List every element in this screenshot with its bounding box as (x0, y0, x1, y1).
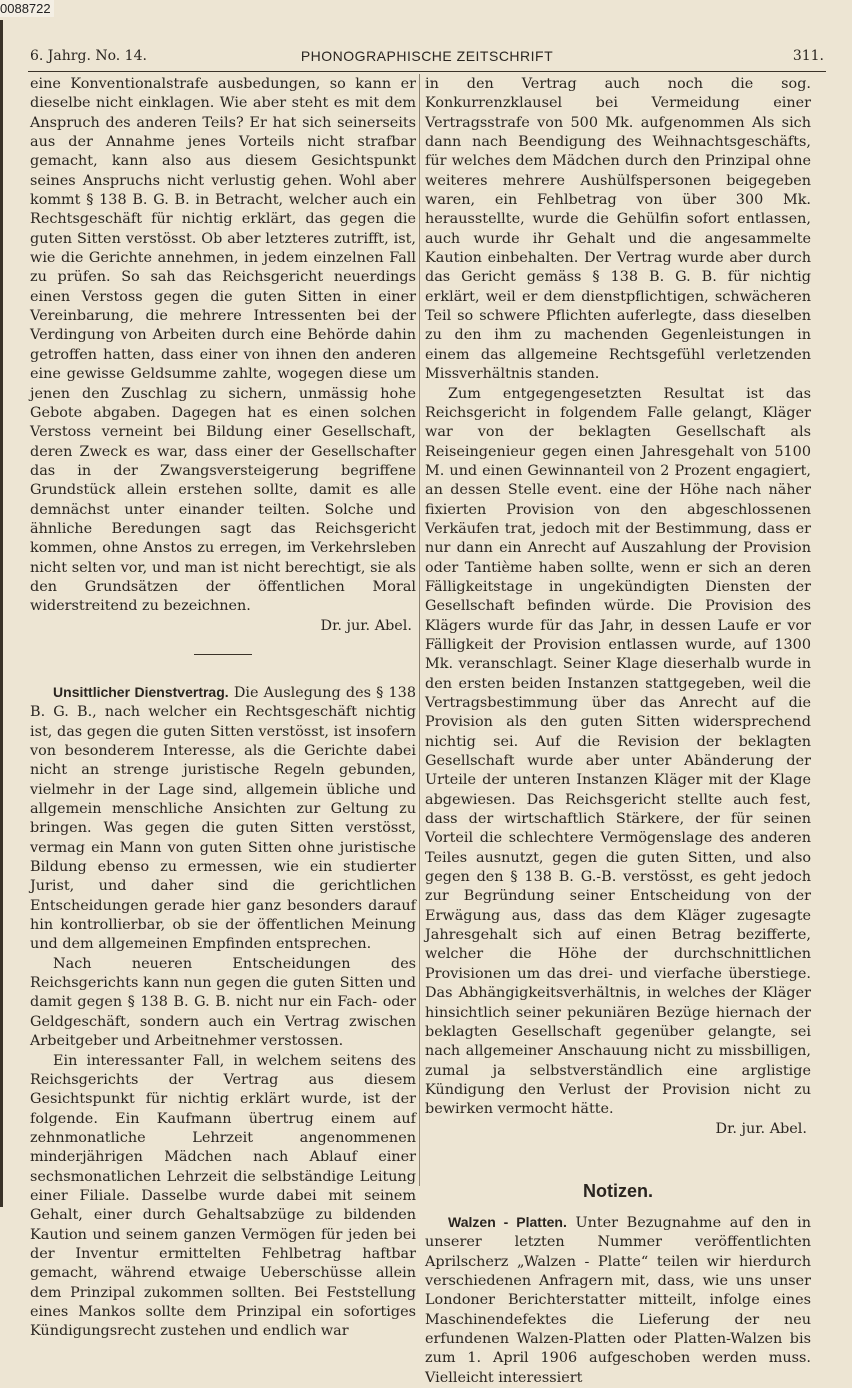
notice-text: Unter Bezugnahme auf den in unserer letzten Nummer veröffentlichten Aprilscherz „Walzen - Platte“ teilen wir hierdurch verschiedenen Anfragern mit, dass, wie uns unser Londoner Berichterstatter mitteilt, infolge eines Maschinendefektes die Lieferung der neu erfundenen Walzen-Platten oder Platten-Walzen bis zum 1. April 1906 aufgeschoben werden muss. Vielleicht interessiert (425, 1214, 811, 1386)
page-edge (0, 20, 3, 1207)
scan-id: 0088722 (0, 0, 54, 17)
notice-title: Walzen - Platten. (448, 1213, 567, 1230)
running-header (30, 48, 824, 68)
section-title: Notizen. (583, 1180, 653, 1201)
article-paragraph: in den Vertrag auch noch die sog. Konkurrenzklausel bei Vermeidung einer Vertragsstrafe von 500 Mk. aufgenommen Als sich dann nach Beendigung des Weihnachtsgeschäfts, für welches dem Mädchen durch den Prinzipal ohne weiteres mehrere Aushülfspersonen beigegeben waren, ein Fehlbetrag von über 300 Mk. herausstellte, wurde die Gehülfin sofort entlassen, auch wurde ihr Gehalt und die angesammelte Kaution einbehalten. Der Vertrag wurde aber durch das Gericht gemäss § 138 B. G. B. für nichtig erklärt, weil er dem dienstpflichtigen, schwächeren Teil so schwere Pflichten auferlegte, dass dieselben zu den ihm zu machenden Gegenleistungen in einem das allgemeine Rechtsgefühl verletzenden Missverhältnis standen. (425, 76, 811, 383)
author-signature: Dr. jur. Abel. (715, 1120, 807, 1137)
notice-paragraph (425, 1213, 811, 1388)
right-column (425, 75, 811, 1386)
journal-title: PHONOGRAPHISCHE ZEITSCHRIFT (300, 48, 554, 64)
page-number: 311. (792, 48, 824, 64)
article-title: Unsittlicher Dienstvertrag. (53, 683, 229, 700)
article-paragraph: Zum entgegengesetzten Resultat ist das Reichsgericht in folgendem Falle gelangt, Kläger war von der beklagten Gesellschaft als Reiseingenieur gegen einen Jahresgehalt von 5100 M. und einen Gewinnanteil von 2 Prozent engagiert, an dessen Stelle event. eine der Höhe nach näher fixierten Provision von den abgeschlossenen Verkäufen trat, jedoch mit der Bestimmung, dass er nur dann ein Anrecht auf Auszahlung der Provision oder Tantième haben sollte, wenn er sich an deren Fälligkeitstage in ungekündigten Diensten der Gesellschaft befinden würde. Die Provision des Klägers wurde für das Jahr, in dessen Laufe er vor Fälligkeit der Provision entlassen wurde, auf 1300 Mk. veranschlagt. Seiner Klage dieserhalb wurde in den ersten beiden Instanzen stattgegeben, weil die Vertragsbestimmung über das Anrecht auf die Provision als den guten Sitten widersprechend nichtig sei. Auf die Revision der beklagten Gesellschaft wurde aber unter Abänderung der Urteile der unteren Instanzen Kläger mit der Klage abgewiesen. Das Reichsgericht stellte auch fest, dass der wirtschaftlich Stärkere, der für seinen Vorteil die schlechtere Vermögenslage des anderen Teiles ausnutzt, gegen die guten Sitten, und also gegen den § 138 B. G.-B. verstösst, es geht jedoch zur Begründung seiner Entscheidung von der Erwägung aus, dass das dem Kläger zugesagte Jahresgehalt sich auf einen Betrag bezifferte, welcher die Höhe der durchschnittlichen Provisionen um das drei- und vierfache überstiege. Das Abhängigkeitsverhältnis, in welches der Kläger hinsichtlich seiner pekuniären Bezüge hiernach der beklagten Gesellschaft gegenüber gelangte, sei nach allgemeiner Anschauung nicht zu missbilligen, zumal ja selbstverständlich eine arglistige Kündigung den Verlust der Provision nicht zu bewirken vermocht hätte. (425, 385, 811, 1118)
column-divider (419, 74, 420, 1186)
article-paragraph: Nach neueren Entscheidungen des Reichsgerichts kann nun gegen die guten Sitten und damit gegen § 138 B. G. B. nicht nur ein Fach- oder Geldgeschäft, sondern auch ein Vertrag zwischen Arbeitgeber und Arbeitnehmer verstossen. (30, 955, 416, 1050)
article-paragraph: Ein interessanter Fall, in welchem seitens des Reichsgerichts der Vertrag aus diesem Gesichtspunkt für nichtig erklärt wurde, ist der folgende. Ein Kaufmann übertrug einem auf zehnmonatliche Lehrzeit angenommenen minderjährigen Mädchen nach Ablauf einer sechsmonatlichen Lehrzeit die selbständige Leitung einer Filiale. Dasselbe wurde dabei mit seinem Gehalt, einer durch Gehaltsabzüge zu bildenden Kaution und seinem ganzen Vermögen für jeden bei der Inventur ermittelten Fehlbetrag haftbar gemacht, während etwaige Ueberschüsse allein dem Prinzipal zukommen sollten. Bei Feststellung eines Mankos sollte dem Prinzipal ein sofortiges Kündigungsrecht zustehen und endlich war (30, 1052, 416, 1340)
header-rule (28, 71, 826, 72)
article-separator (194, 654, 252, 655)
left-column (30, 75, 416, 1340)
issue-label: 6. Jahrg. No. 14. (30, 48, 147, 64)
continued-paragraph: eine Konventionalstrafe ausbedungen, so kann er dieselbe nicht einklagen. Wie aber steht es mit dem Anspruch des anderen Teils? Er hat sich seinerseits aus der Annahme jenes Vorteils nicht strafbar gemacht, kann also aus diesem Gesichtspunkt seines Anspruchs nicht verlustig gehen. Wohl aber kommt § 138 B. G. B. in Betracht, welcher auch ein Rechtsgeschäft für nichtig erklärt, das gegen die guten Sitten verstösst. Ob aber letzteres zutrifft, ist, wie die Gerichte annehmen, in jedem einzelnen Fall zu prüfen. So sah das Reichsgericht neuerdings einen Verstoss gegen die guten Sitten in einer Vereinbarung, die mehrere Intressenten bei der Verdingung von Arbeiten durch eine Behörde dahin getroffen hatten, dass einer von ihnen den anderen eine gewisse Geldsumme zahlte, wogegen diese um jenen den Zuschlag zu sichern, unmässig hohe Gebote abgaben. Dagegen hat es einen solchen Verstoss verneint bei Bildung einer Gesellschaft, deren Zweck es war, dass einer der Gesellschafter das in der Zwangsversteigerung begriffene Grundstück allein erstehen sollte, damit es alle demnächst unter einander teilten. Solche und ähnliche Beredungen sagt das Reichsgericht kommen, ohne Anstos zu erregen, im Verkehrsleben nicht selten vor, und man ist nicht berechtigt, sie als den Grundsätzen der öffentlichen Moral widerstreitend zu bezeichnen. (30, 76, 416, 615)
article-paragraph (30, 683, 416, 955)
article-text: Die Auslegung des § 138 B. G. B., nach welcher ein Rechtsgeschäft nichtig ist, das gegen die guten Sitten verstösst, ist insofern von besonderem Interesse, als die Gerichte dabei nicht an strenge juristische Regeln gebunden, vielmehr in der Lage sind, allgemein übliche und allgemein menschliche Ansichten zur Geltung zu bringen. Was gegen die guten Sitten verstösst, vermag ein Mann von guten Sitten ohne juristische Bildung ebenso zu ermessen, wie ein studierter Jurist, und daher sind die gerichtlichen Entscheidungen gerade hier ganz besonders darauf hin kontrollierbar, ob sie der öffentlichen Meinung und dem allgemeinen Empfinden entsprechen. (30, 684, 416, 953)
author-signature: Dr. jur. Abel. (320, 617, 412, 634)
